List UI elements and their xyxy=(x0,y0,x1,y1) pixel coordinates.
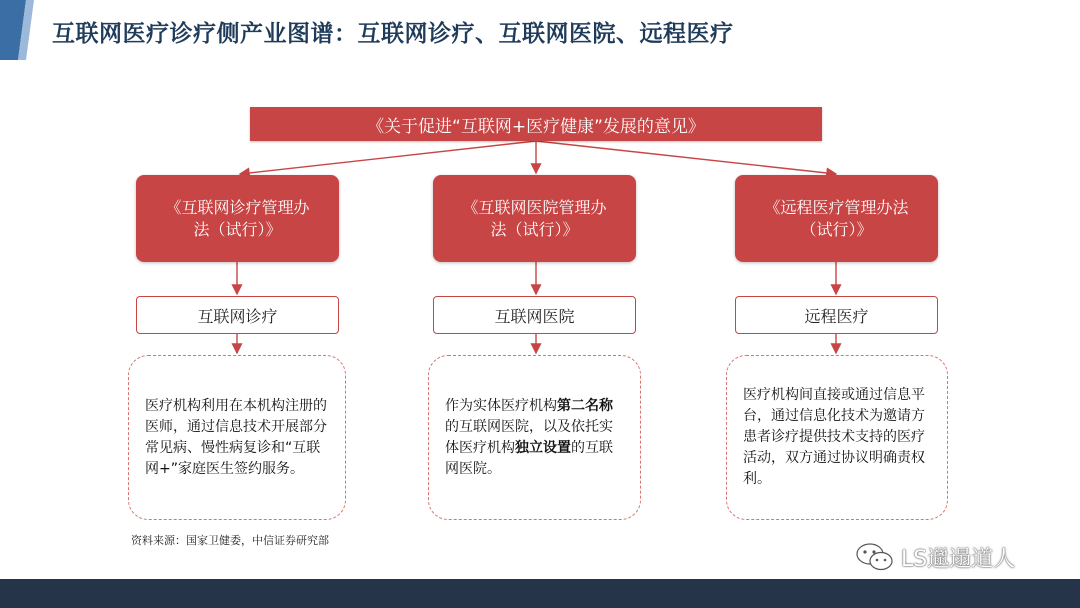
description-text: 医疗机构间直接或通过信息平台，通过信息化技术为邀请方患者诊疗提供技术支持的医疗活动，双方通过协议明确责权利。 xyxy=(743,387,925,487)
measure-box-internet-hospital xyxy=(433,175,636,262)
measure-label-line1: 《互联网医院管理办 xyxy=(462,197,607,217)
policy-document-box xyxy=(250,107,822,141)
description-bold-text: 独立设置 xyxy=(515,439,571,456)
measure-label-line1: 《远程医疗管理办法 xyxy=(764,197,909,217)
measure-label-line2: （试行）》 xyxy=(800,219,873,239)
measure-box-internet-diagnosis xyxy=(136,175,339,262)
description-text: 医疗机构利用在本机构注册的医师，通过信息技术开展部分常见病、慢性病复诊和“互联网+”家庭医生签约服务。 xyxy=(145,397,327,477)
page-title: 互联网医疗诊疗侧产业图谱：互联网诊疗、互联网医院、远程医疗 xyxy=(52,21,734,47)
arrow-policy-to-right xyxy=(536,141,836,174)
arrow-policy-to-left xyxy=(240,141,536,174)
measure-box-telemedicine xyxy=(735,175,938,262)
description-box-internet-hospital xyxy=(428,355,641,520)
category-label: 远程医疗 xyxy=(804,306,869,326)
policy-document-label: 《关于促进“互联网+医疗健康”发展的意见》 xyxy=(367,116,705,137)
category-label: 互联网诊疗 xyxy=(197,306,278,326)
category-label: 互联网医院 xyxy=(494,306,575,326)
description-bold-text: 第二名称 xyxy=(557,397,613,414)
description-box-internet-diagnosis xyxy=(128,355,346,520)
watermark xyxy=(855,541,1015,573)
bottom-band xyxy=(0,579,1080,608)
description-box-telemedicine xyxy=(726,355,948,520)
category-box-internet-hospital xyxy=(433,296,636,334)
category-box-telemedicine xyxy=(735,296,938,334)
wechat-icon xyxy=(855,541,895,573)
measure-label-line1: 《互联网诊疗管理办 xyxy=(165,197,310,217)
description-text: 的互联网医院。 xyxy=(445,439,613,477)
source-note: 资料来源：国家卫健委，中信证券研究部 xyxy=(131,534,329,547)
measure-label-line2: 法（试行）》 xyxy=(193,219,282,239)
measure-label-line2: 法（试行）》 xyxy=(490,219,579,239)
watermark-text: LS邋遢道人 xyxy=(901,546,1016,572)
description-text: 的互联网医院，以及依托实体医疗机构 xyxy=(445,418,613,456)
category-box-internet-diagnosis xyxy=(136,296,339,334)
description-text: 作为实体医疗机构 xyxy=(445,397,557,414)
